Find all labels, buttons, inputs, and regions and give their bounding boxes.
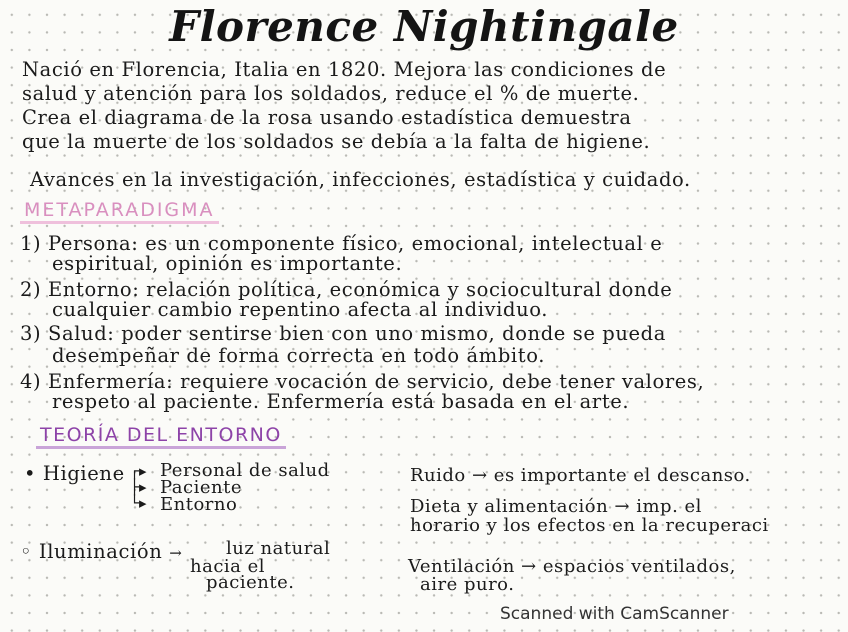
metaparadigma-item-1-line-2: espiritual, opinión es importante. (52, 252, 403, 275)
iluminacion-desc-2: hacia el (190, 556, 266, 577)
metaparadigma-item-4-line-1: 4) Enfermería: requiere vocación de servicio, debe tener valores, (20, 370, 705, 393)
iluminacion-desc-3: paciente. (206, 572, 295, 593)
metaparadigma-item-4-line-2: respeto al paciente. Enfermería está basada en el arte. (52, 390, 630, 413)
metaparadigma-item-1-line-1: 1) Persona: es un componente físico, emocional, intelectual e (20, 232, 663, 255)
intro-line-4: que la muerte de los soldados se debía a la falta de higiene. (22, 130, 651, 153)
intro-line-1: Nació en Florencia, Italia en 1820. Mejora las condiciones de (22, 58, 667, 81)
metaparadigma-item-3-line-2: desempeñar de forma correcta en todo ámbito. (52, 344, 545, 367)
intro-line-2: salud y atención para los soldados, reduce el % de muerte. (22, 82, 640, 105)
ventilacion-line-2: aire puro. (420, 574, 515, 595)
higiene-label: • Higiene (24, 462, 125, 485)
teoria-heading: TEORÍA DEL ENTORNO (36, 424, 286, 446)
arrow-icon: ┌▸ (130, 462, 147, 480)
arrow-icon: └▸ (130, 494, 147, 512)
intro-line-3: Crea el diagrama de la rosa usando estadística demuestra (22, 106, 632, 129)
arrow-icon: → (169, 544, 182, 562)
metaparadigma-item-3-line-1: 3) Salud: poder sentirse bien con uno mismo, donde se pueda (20, 322, 666, 345)
iluminacion-label: ◦ Iluminación → (20, 540, 182, 563)
metaparadigma-item-2-line-1: 2) Entorno: relación política, económica y sociocultural donde (20, 278, 673, 301)
intro-line-5: Avances en la investigación, infecciones, estadística y cuidado. (30, 168, 691, 191)
camscanner-watermark: Scanned with CamScanner (500, 604, 729, 624)
metaparadigma-heading: METAPARADIGMA (20, 199, 219, 221)
dieta-line-2: horario y los efectos en la recuperaci (410, 515, 769, 536)
iluminacion-desc-1: luz natural (226, 538, 331, 559)
ventilacion-line-1: Ventilación → espacios ventilados, (408, 556, 736, 577)
higiene-branch-entorno: Entorno (160, 494, 238, 515)
higiene-branch-paciente: Paciente (160, 477, 243, 498)
metaparadigma-item-2-line-2: cualquier cambio repentino afecta al individuo. (52, 298, 549, 321)
dieta-line-1: Dieta y alimentación → imp. el (410, 496, 702, 517)
arrow-icon: ├▸ (130, 478, 147, 496)
ruido-line: Ruido → es importante el descanso. (410, 465, 751, 486)
page-title: Florence Nightingale (169, 2, 679, 51)
higiene-branch-personal: Personal de salud (160, 460, 330, 481)
